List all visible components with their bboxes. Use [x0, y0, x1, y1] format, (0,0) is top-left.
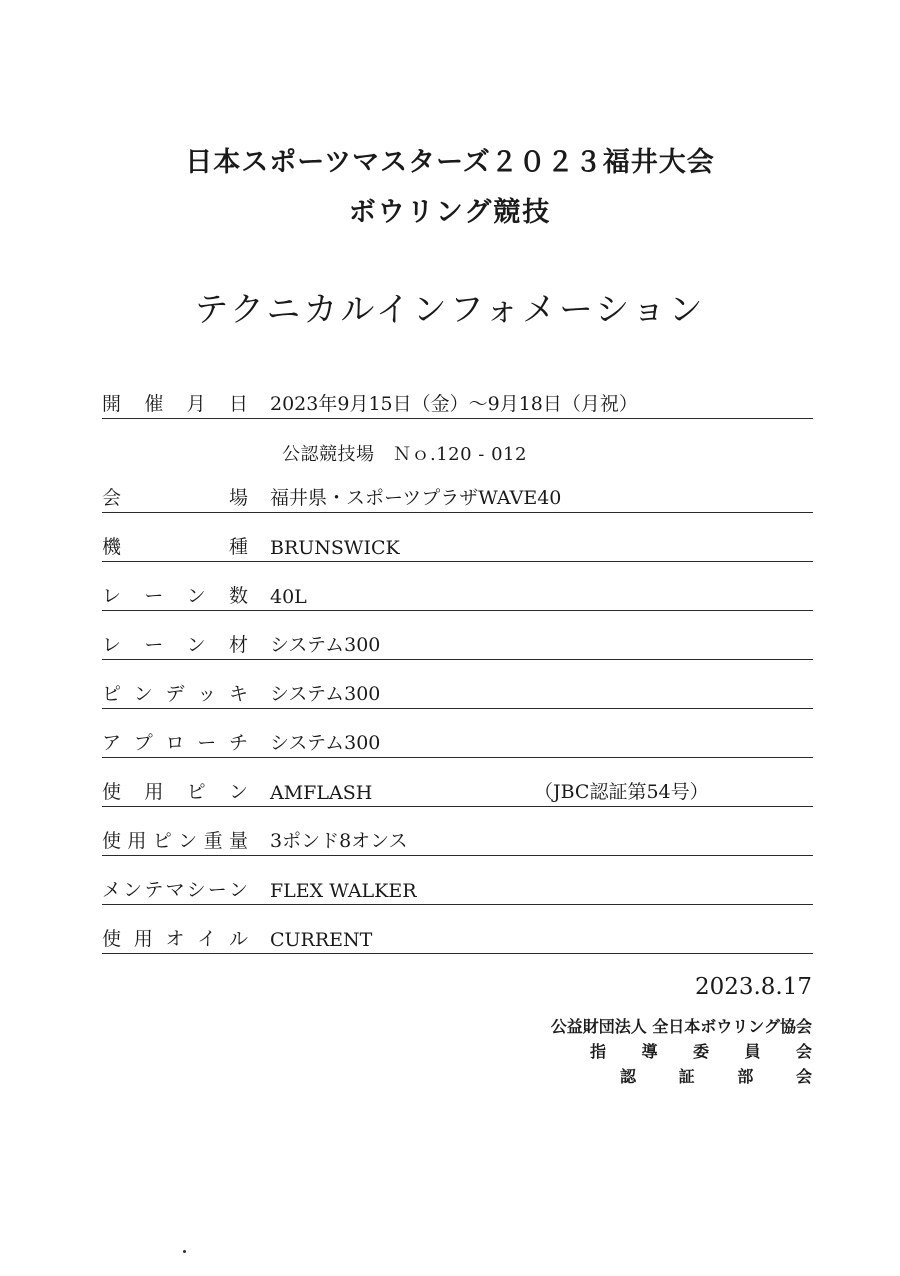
info-row-maintenance-machine	[102, 874, 813, 905]
row-value: 2023年9月15日（金）～9月18日（月祝）	[270, 393, 638, 415]
row-value: システム300	[270, 732, 381, 754]
info-row-lane-count	[102, 580, 813, 611]
row-value: 福井県・スポーツプラザWAVE40	[270, 487, 562, 509]
row-value: 40L	[270, 586, 307, 608]
row-value: AMFLASH	[270, 782, 373, 804]
row-value: システム300	[270, 634, 381, 656]
row-value: FLEX WALKER	[270, 880, 417, 902]
row-value: 3ポンド8オンス	[270, 830, 408, 852]
info-row-approach	[102, 727, 813, 758]
row-label: 機 種	[102, 536, 248, 558]
row-label: レ ー ン 数	[102, 585, 248, 607]
row-label: 使 用 ピ ン	[102, 781, 248, 803]
row-label: レ ー ン 材	[102, 634, 248, 656]
row-label: ピ ン デ ッ キ	[102, 683, 248, 705]
info-row-oil	[102, 923, 813, 954]
row-label: メ ン テ マ シ ー ン	[102, 879, 248, 901]
row-value: BRUNSWICK	[270, 537, 400, 559]
committee-name: 指 導 委 員 会	[590, 1042, 812, 1061]
row-label: 開 催 月 日	[102, 393, 248, 415]
info-row-pin-deck	[102, 678, 813, 709]
scan-speck	[183, 1250, 186, 1253]
row-note: （JBC認証第54号）	[534, 781, 709, 803]
row-label: ア プ ロ ー チ	[102, 732, 248, 754]
info-row-venue	[102, 482, 813, 513]
row-value: CURRENT	[270, 929, 373, 951]
info-row-machine	[102, 531, 813, 562]
info-row-dates	[102, 388, 813, 419]
department-name: 認 証 部 会	[620, 1067, 812, 1086]
row-label: 使 用 オ イ ル	[102, 928, 248, 950]
row-label: 会 場	[102, 487, 248, 509]
sport-title: ボウリング競技	[348, 197, 552, 228]
certification-number: 公認競技場 Ｎｏ.120 - 012	[282, 444, 527, 465]
info-row-pin-weight	[102, 825, 813, 856]
info-row-pins	[102, 776, 813, 807]
document-title: テクニカルインフォメーション	[194, 290, 706, 330]
organization-name: 公益財団法人 全日本ボウリング協会	[550, 1017, 812, 1036]
info-row-lane-material	[102, 629, 813, 660]
event-title: 日本スポーツマスターズ２０２３福井大会	[185, 147, 715, 178]
row-label: 使 用 ピ ン 重 量	[102, 830, 248, 852]
row-value: システム300	[270, 683, 381, 705]
issue-date: 2023.8.17	[694, 974, 812, 1000]
